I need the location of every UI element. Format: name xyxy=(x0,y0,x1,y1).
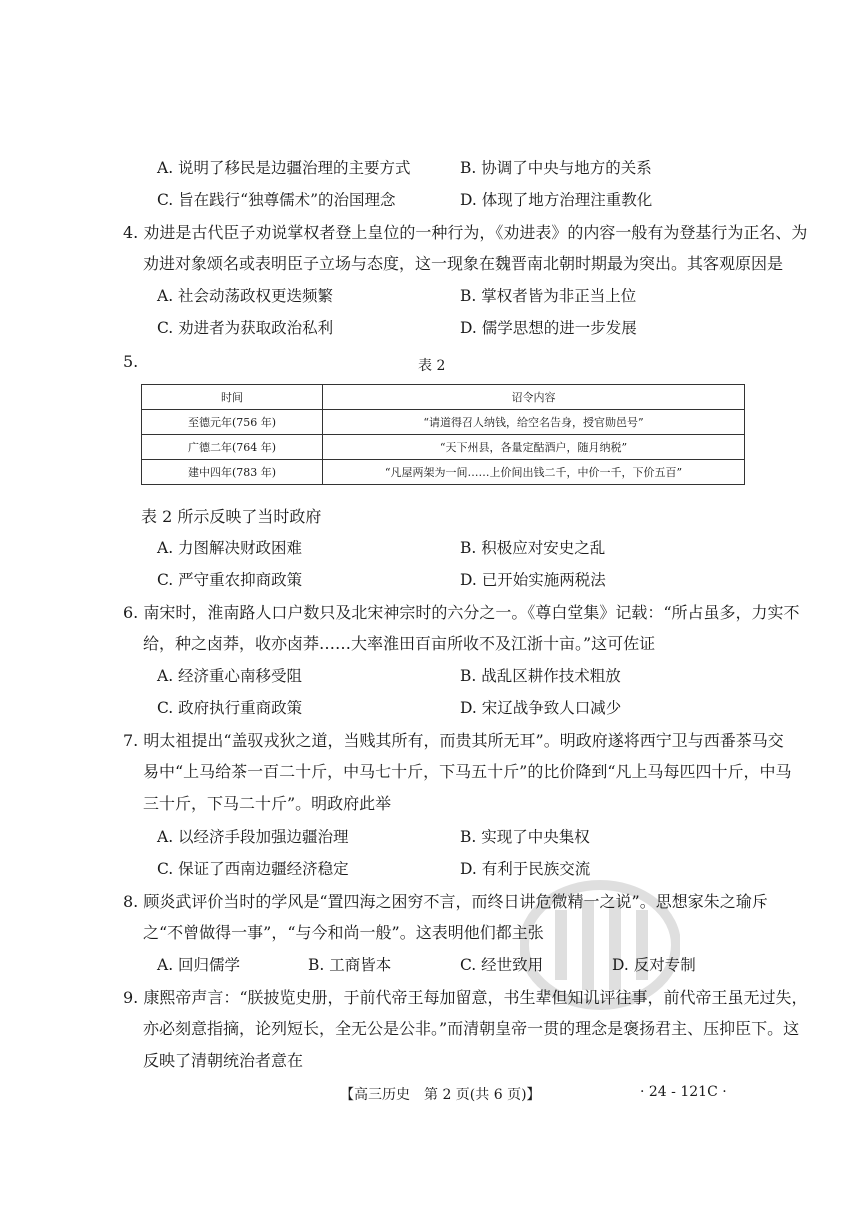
q7-stem-line-1: 7. 明太祖提出“盖驭戎狄之道，当贱其所有，而贵其所无耳”。明政府遂将西宁卫与西番茶马交 xyxy=(123,731,784,750)
q9-stem-line-1: 9. 康熙帝声言：“朕披览史册，于前代帝王每加留意，书生辈但知讥评往事，前代帝王虽无过失， xyxy=(123,988,808,1007)
q6-option-a: A. 经济重心南移受阻 xyxy=(157,667,303,685)
page-footer-code: · 24 - 121C · xyxy=(640,1084,727,1100)
q5-option-d: D. 已开始实施两税法 xyxy=(460,571,606,589)
q8-option-c: C. 经世致用 xyxy=(460,956,544,974)
q7-option-c: C. 保证了西南边疆经济稳定 xyxy=(157,860,349,878)
q5-option-c: C. 严守重农抑商政策 xyxy=(157,571,303,589)
q4-stem-line-2: 劝进对象颂名或表明臣子立场与态度，这一现象在魏晋南北朝时期最为突出。其客观原因是 xyxy=(143,254,784,273)
q6-stem-line-1: 6. 南宋时，淮南路人口户数只及北宋神宗时的六分之一。《尊白堂集》记载：“所占虽多，力实不 xyxy=(123,603,800,622)
q7-stem-line-3: 三十斤，下马二十斤”。明政府此举 xyxy=(143,794,392,813)
edict-table xyxy=(141,384,745,485)
table-cell-time: 至德元年(756 年) xyxy=(142,410,323,435)
q9-stem-line-2: 亦必刻意指摘，论列短长，全无公是公非。”而清朝皇帝一贯的理念是褒扬君主、压抑臣下。这 xyxy=(143,1019,800,1038)
q8-stem-line-2: 之“不曾做得一事”，“与今和尚一般”。这表明他们都主张 xyxy=(143,923,544,942)
watermark-logo xyxy=(520,880,680,1010)
q4-option-a: A. 社会动荡政权更迭频繁 xyxy=(157,287,334,305)
q6-stem-line-2: 给，种之卤莽，收亦卤莽……大率淮田百亩所收不及江浙十亩。”这可佐证 xyxy=(143,634,656,653)
q5-stem: 表 2 所示反映了当时政府 xyxy=(141,507,322,526)
table-caption: 表 2 xyxy=(418,358,446,374)
page-footer-label: 【高三历史 第 2 页(共 6 页)】 xyxy=(340,1087,541,1103)
q8-stem-line-1: 8. 顾炎武评价当时的学风是“置四海之困穷不言，而终日讲危微精一之说”。思想家朱之瑜斥 xyxy=(123,892,768,911)
q3-option-b: B. 协调了中央与地方的关系 xyxy=(460,159,652,177)
table-header-time: 时间 xyxy=(142,385,323,410)
table-cell-content: “凡屋两架为一间……上价间出钱二千，中价一千，下价五百” xyxy=(323,460,745,485)
table-header-content: 诏令内容 xyxy=(323,385,745,410)
q4-stem-line-1: 4. 劝进是古代臣子劝说掌权者登上皇位的一种行为，《劝进表》的内容一般有为登基行为正名、为 xyxy=(123,223,808,242)
q4-option-b: B. 掌权者皆为非正当上位 xyxy=(460,287,637,305)
q3-option-c: C. 旨在践行“独尊儒术”的治国理念 xyxy=(157,191,396,209)
q4-option-d: D. 儒学思想的进一步发展 xyxy=(460,319,637,337)
q5-option-a: A. 力图解决财政困难 xyxy=(157,539,303,557)
q4-option-c: C. 劝进者为获取政治私利 xyxy=(157,319,334,337)
table-cell-time: 建中四年(783 年) xyxy=(142,460,323,485)
q3-option-a: A. 说明了移民是边疆治理的主要方式 xyxy=(157,159,411,177)
q6-option-d: D. 宋辽战争致人口减少 xyxy=(460,699,622,717)
q8-option-b: B. 工商皆本 xyxy=(308,956,392,974)
table-cell-content: “天下州县，各量定酤酒户，随月纳税” xyxy=(323,435,745,460)
q5-number: 5. xyxy=(123,352,139,371)
q8-option-a: A. 回归儒学 xyxy=(157,956,241,974)
q9-stem-line-3: 反映了清朝统治者意在 xyxy=(143,1051,304,1070)
q7-option-b: B. 实现了中央集权 xyxy=(460,828,590,846)
q6-option-b: B. 战乱区耕作技术粗放 xyxy=(460,667,621,685)
q7-stem-line-2: 易中“上马给茶一百二十斤，中马七十斤，下马五十斤”的比价降到“凡上马每匹四十斤，中马 xyxy=(143,762,792,781)
table-cell-time: 广德二年(764 年) xyxy=(142,435,323,460)
table-row xyxy=(142,460,745,485)
q3-option-d: D. 体现了地方治理注重教化 xyxy=(460,191,653,209)
q5-option-b: B. 积极应对安史之乱 xyxy=(460,539,606,557)
table-header-row xyxy=(142,385,745,410)
table-row xyxy=(142,435,745,460)
q6-option-c: C. 政府执行重商政策 xyxy=(157,699,303,717)
q7-option-a: A. 以经济手段加强边疆治理 xyxy=(157,828,349,846)
table-row xyxy=(142,410,745,435)
q8-option-d: D. 反对专制 xyxy=(612,956,696,974)
table-cell-content: “请道得召人纳钱，给空名告身，授官勋邑号” xyxy=(323,410,745,435)
q7-option-d: D. 有利于民族交流 xyxy=(460,860,591,878)
